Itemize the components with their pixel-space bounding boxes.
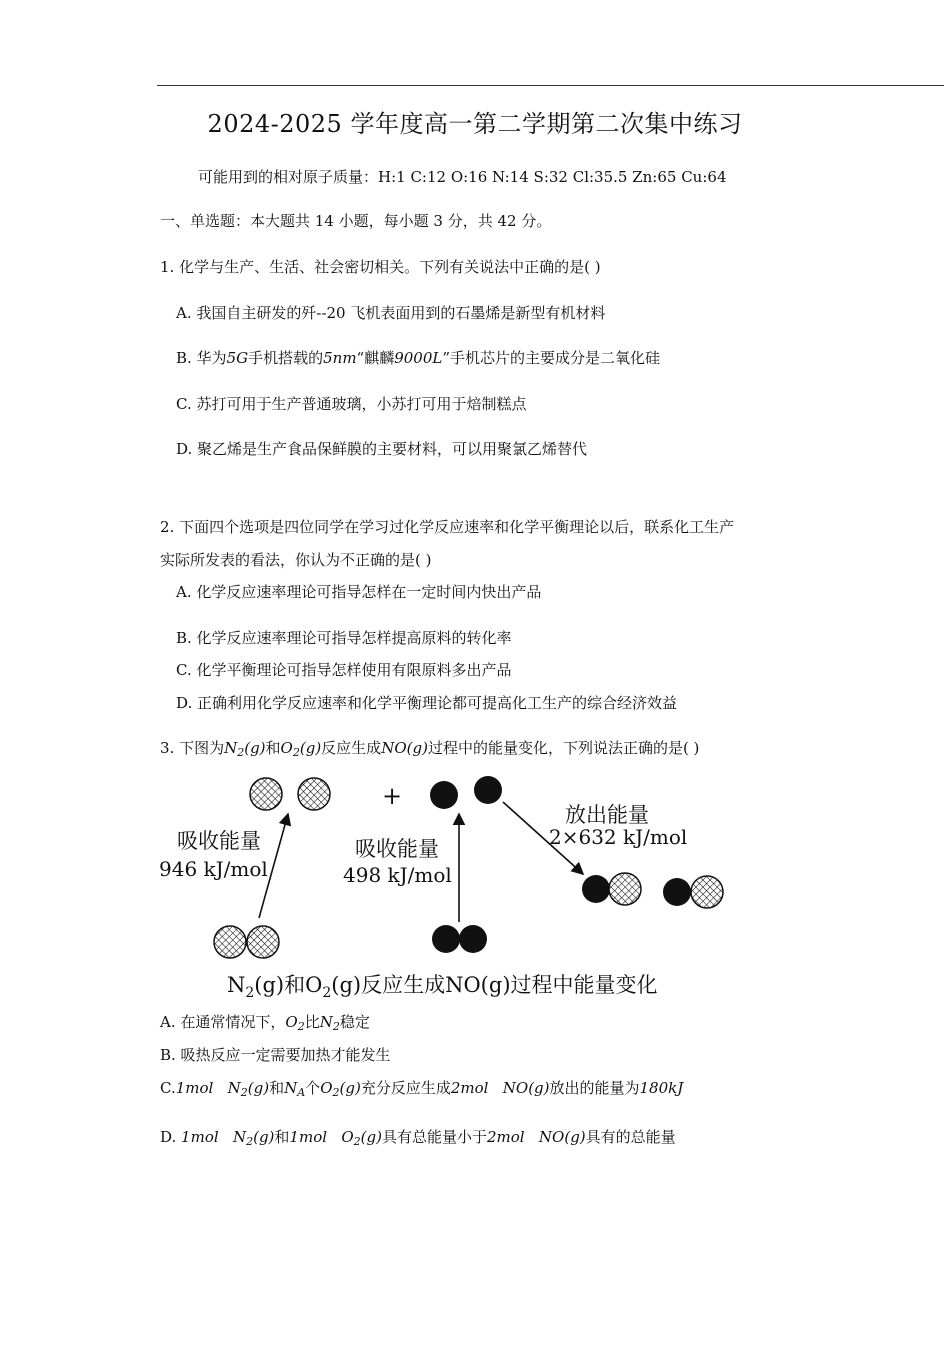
q2-option-a: A. 化学反应速率理论可指导怎样在一定时间内快出产品 — [176, 583, 542, 601]
q3-option-b: B. 吸热反应一定需要加热才能发生 — [160, 1046, 391, 1064]
q1-b-math-5nm: 5nm — [323, 349, 357, 367]
plus-sign: + — [382, 782, 403, 810]
q1-b-math-9000l: 9000L — [394, 349, 443, 367]
formula-n2: $N_2(g)$ — [227, 1079, 270, 1099]
section-heading: 一、单选题：本大题共 14 小题，每小题 3 分，共 42 分。 — [160, 212, 552, 230]
q3-stem-text: 反应生成 — [321, 739, 382, 757]
q2-option-c: C. 化学平衡理论可指导怎样使用有限原料多出产品 — [176, 661, 512, 679]
formula-no: NO(g) — [502, 1079, 550, 1097]
o2-molecule-icon — [432, 925, 460, 953]
q3-stem-text: 过程中的能量变化，下列说法正确的是( ) — [427, 739, 700, 757]
absorb-value: 946 kJ/mol — [159, 857, 268, 881]
q1-option-b — [176, 347, 660, 368]
formula-n2: $N_2(g)$ — [232, 1128, 275, 1148]
q1-b-text: 手机搭载的 — [248, 349, 324, 367]
no-molecule-icon — [663, 878, 691, 906]
formula-n2: $N_2(g)$ — [224, 739, 266, 759]
o2-molecule-icon — [459, 925, 487, 953]
formula-o2: $O_2(g)$ — [320, 1079, 361, 1099]
o-atom-icon — [474, 776, 502, 804]
q2-stem-line2: 实际所发表的看法，你认为不正确的是( ) — [160, 551, 432, 569]
q1-b-text: “麒麟 — [356, 349, 395, 367]
header-rule — [157, 85, 944, 86]
no-molecule-icon — [691, 876, 723, 908]
q3-option-d: D. 1mol $N_2(g)$和1mol $O_2(g)$具有总能量小于2mol NO(g)具有的总能量 — [160, 1128, 676, 1148]
q3-option-a: A. 在通常情况下，$O_2$比$N_2$稳定 — [160, 1013, 370, 1033]
q3-stem — [160, 737, 699, 758]
q1-b-text: ”手机芯片的主要成分是二氧化硅 — [442, 349, 661, 367]
absorb-label: 吸收能量 — [177, 829, 261, 853]
absorb-label: 吸收能量 — [355, 837, 439, 861]
energy-diagram — [155, 770, 730, 1005]
formula-o2: $O_2(g)$ — [341, 1128, 382, 1148]
n2-molecule-icon — [247, 926, 279, 958]
formula-o2: $O_2$ — [285, 1013, 305, 1033]
q2-option-d: D. 正确利用化学反应速率和化学平衡理论都可提高化工生产的综合经济效益 — [176, 694, 678, 712]
formula-na: $N_A$ — [284, 1079, 306, 1099]
no-molecule-icon — [582, 875, 610, 903]
formula-n2: $N_2$ — [319, 1013, 340, 1033]
q1-option-d: D. 聚乙烯是生产食品保鲜膜的主要材料，可以用聚氯乙烯替代 — [176, 440, 588, 458]
figure-caption: $N_2(g)$和$O_2(g)$反应生成NO(g)过程中能量变化 — [227, 973, 658, 1001]
q1-option-a: A. 我国自主研发的歼--20 飞机表面用到的石墨烯是新型有机材料 — [176, 304, 606, 322]
q1-stem: 1. 化学与生产、生活、社会密切相关。下列有关说法中正确的是( ) — [160, 258, 601, 276]
q1-b-text: B. 华为 — [176, 349, 227, 367]
absorb-value: 498 kJ/mol — [343, 863, 452, 887]
q3-stem-text: 和 — [265, 739, 281, 757]
release-value: 2×632 kJ/mol — [549, 825, 688, 849]
n-atom-icon — [298, 778, 330, 810]
n2-molecule-icon — [214, 926, 246, 958]
atomic-masses: 可能用到的相对原子质量：H:1 C:12 O:16 N:14 S:32 Cl:35.5 Zn:65 Cu:64 — [198, 168, 727, 186]
q1-b-math-5g: 5G — [226, 349, 249, 367]
formula-no: NO(g) — [538, 1128, 586, 1146]
formula-no: NO(g) — [381, 739, 428, 757]
q3-option-c: C.1mol $N_2(g)$和$N_A$个$O_2(g)$充分反应生成2mol NO(g)放出的能量为180kJ — [160, 1079, 684, 1099]
formula-o2: $O_2(g)$ — [280, 739, 322, 759]
q2-stem-line1: 2. 下面四个选项是四位同学在学习过化学反应速率和化学平衡理论以后，联系化工生产 — [160, 518, 735, 536]
release-label: 放出能量 — [565, 803, 649, 827]
o-atom-icon — [430, 781, 458, 809]
q3-stem-text: 3. 下图为 — [160, 739, 225, 757]
q2-option-b: B. 化学反应速率理论可指导怎样提高原料的转化率 — [176, 629, 512, 647]
n-atom-icon — [250, 778, 282, 810]
q1-option-c: C. 苏打可用于生产普通玻璃，小苏打可用于焙制糕点 — [176, 395, 527, 413]
no-molecule-icon — [609, 873, 641, 905]
page-title: 2024-2025 学年度高一第二学期第二次集中练习 — [207, 110, 743, 138]
